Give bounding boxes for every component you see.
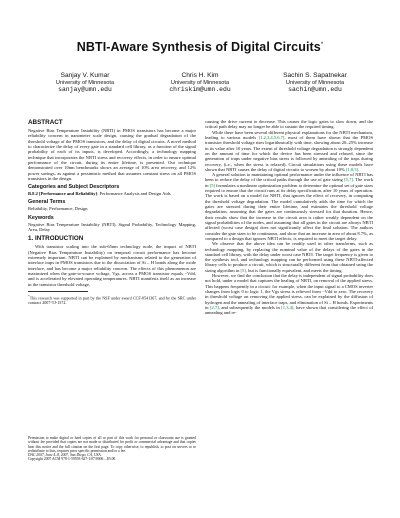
citation-link[interactable]: [1,2,3,4,5,6,7] xyxy=(258,134,285,140)
footnote xyxy=(28,294,196,306)
paragraph-2 xyxy=(205,130,373,173)
paragraph-3 xyxy=(205,172,373,241)
text-run: formulates a nonlinear optimization problem to determine the optimal set of gate sizes required to ensure that the circuit runs at its delay specification, after 10 years of operation. The work is based on a model for NBTI, that ignores the effect of recovery, in computing the threshold voltage degradation. The model cumulatively adds the time for which the gates are stressed during their entire lifetime, and estimates the threshold voltage degradation, assuming that the gates are continuously stressed for that duration. Hence, their results show that the increase in the circuit area is rather weakly dependent on the signal probabilities of the nodes, and assuming that all gates in the circuit are always NBTI affected (worst case design) does not significantly affect the final solution. The authors consider the gate sizes to be continuous, and show that an increase in area of about 8.7%, as compared to a design that ignores NBTI effects, is required to meet the target delay. xyxy=(205,182,373,241)
text-run: We observe that the above idea can be readily used in other transforms, such as technology mapping, by replacing the nominal value of the delays of the gates in the standard cell library, with the delay under worst case NBTI. The target frequency is given to the synthesis tool, and technology mapping can be performed using these NBTI-affected library cells to produce a circuit, which is structurally different from that obtained using the sizing algorithm in xyxy=(205,241,373,273)
permission-venue: DAC 2007, June 4–8, 2007, San Diego, CA, USA. xyxy=(28,453,102,458)
text-run: , and subsequently the models in xyxy=(218,304,282,310)
citation-link[interactable]: [2,7] xyxy=(210,304,219,310)
text-run: . xyxy=(358,166,360,172)
permission-text: Permission to make digital or hard copies of all or part of this work for personal or classroom use is granted without fee provided that copies are not made or distributed for profit or commercial advantage and that copies bear this notice and the full citation on the first page. To copy otherwise, to republish, to post on servers or to redistribute to lists, requires prior specific permission and/or a fee. xyxy=(28,436,196,453)
author-email: chriskim@umn.edu xyxy=(169,86,231,93)
general-terms-heading: General Terms xyxy=(28,199,66,206)
permission-copyright: Copyright 2007 ACM 978-1-59593-627-1/07/0006 ...$5.00. xyxy=(28,457,117,462)
author-block xyxy=(30,72,370,93)
author-name: Chris H. Kim xyxy=(181,72,219,79)
paragraph-1: causing the drive current to decrease. This causes the logic gates to slow down, and the critical path delay may no longer be able to sustain the required timing. xyxy=(205,119,373,130)
abstract-text: Negative Bias Temperature Instability (NBTI) in PMOS transistors has become a major reliability concern in nanometer scale design, causing the gradual degradation of the threshold voltage of the PMOS transistors, and the delay of digital circuits. A novel method to characterize the delay of every gate in a standard cell library, as a function of the signal probability of each of its inputs, is developed. Accordingly, a technology mapping technique that incorporates the NBTI stress and recovery effects, in order to ensure optimal performance of the circuit, during its entire lifetime, is presented. Our technique demonstrated over 10nm benchmarks shows an average of 10% area recovery, and 12% power savings, as against a pessimistic method that assumes constant stress on all PMOS transistors in the design. xyxy=(28,128,196,181)
paragraph-5 xyxy=(205,273,373,316)
citation-link[interactable]: [5,7] xyxy=(344,177,353,183)
general-terms-text: Reliability, Performance, Design xyxy=(28,206,88,212)
categories-heading: Categories and Subject Descriptors xyxy=(28,184,120,191)
permission-notice xyxy=(28,436,196,462)
introduction-heading: 1. INTRODUCTION xyxy=(28,235,84,243)
title-footnote-mark: * xyxy=(320,41,324,48)
author-name: Sachin S. Sapatnekar xyxy=(283,72,347,79)
text-run: . The work in xyxy=(205,177,373,188)
author-email: sanjay@umn.edu xyxy=(58,86,112,93)
author-1 xyxy=(30,72,140,93)
text-run: However, we find the conclusion that the delay is independent of signal probability does not hold, under a model that captures the healing of NBTI, on removal of the applied stress. This happens frequently in a circuit: for example, when the input signal to a CMOS inverter changes from logic 0 to logic 1, the Vgs stress is relieved from −Vdd to zero. The recovery in threshold voltage on removing the applied stress, can be explained by the diffusion of hydrogen and the annealing of interface traps, and elimination of Si – H bonds. Experiments in xyxy=(205,273,373,310)
author-3 xyxy=(260,72,370,93)
footnote-text: This research was supported in part by the NSF under award CCF-0541367, and by the SRC under contract 2007-TJ-1572. xyxy=(28,295,196,306)
text-run: , most of them have shown that the PMOS transistor threshold voltage rises logarithmically with time, showing about 20–25% increase in its value after 10 years. The extent of threshold voltage degradation is strongly dependent on the amount of time for which the device has been stressed and relaxed, since the generation of traps under negative bias stress is followed by annealing of the traps during recovery, (i.e., when the stress is relaxed). Circuit simulations using these models have shown that NBTI causes the delay of digital circuits to worsen by about 10% xyxy=(205,134,373,172)
author-2 xyxy=(145,72,255,93)
author-email: sachin@umn.edu xyxy=(288,86,342,93)
citation-link[interactable]: [5] xyxy=(240,267,246,273)
keywords-heading: Keywords xyxy=(28,214,54,221)
text-run: , but is functionally equivalent, and meets the timing. xyxy=(245,267,343,273)
right-column xyxy=(205,119,373,316)
citation-link[interactable]: [1,8,5] xyxy=(345,166,359,172)
text-run: While there have been several different physical explanations for the NBTI mechanism, leading to various models xyxy=(205,129,373,140)
categories-rest: : Performance Analysis and Design Aids xyxy=(97,191,171,197)
author-affiliation: University of Minnesota xyxy=(170,79,230,86)
text-run: A general solution to maintaining optimal performance under the influence of NBTI has been to reduce the delay of the critical paths through the use of gate sizing xyxy=(205,172,373,183)
author-name: Sanjay V. Kumar xyxy=(60,72,110,79)
abstract-heading: ABSTRACT xyxy=(28,119,63,126)
paragraph-4 xyxy=(205,241,373,273)
categories-bold: B.8.2 [Performance and Reliability] xyxy=(28,191,98,197)
citation-link[interactable]: [5] xyxy=(209,182,215,188)
left-column xyxy=(28,119,196,306)
introduction-text: With transistor scaling into the sub-65nm technology node, the impact of NBTI (Negative Bias Temperature Instability) on temporal circuit performance has become extremely important. NBTI can be explained by mechanisms related to the generation of interface traps in PMOS transistors due to the dissociation of Si – H bonds along the oxide interface, and has become a major reliability concern. The effects of this phenomenon are maximized when the gate-to-source voltage, Vgs, across a PMOS transistor equals −Vdd, and is accelerated by elevated operating temperatures. NBTI manifests itself as an increase in the transistor threshold voltage, xyxy=(28,244,196,287)
text-run: , have shown that considering the effect of annealing and re- xyxy=(205,304,373,316)
author-affiliation: University of Minnesota xyxy=(55,79,115,86)
author-affiliation: University of Minnesota xyxy=(285,79,345,86)
citation-link[interactable]: [1,3,4] xyxy=(281,304,294,310)
footnote-mark: * xyxy=(28,293,30,298)
paper-title xyxy=(0,40,400,54)
categories-text xyxy=(28,191,196,196)
keywords-text: Negative Bias Temperature Instability (NBTI), Signal Probability, Technology Mapping, Area, Delay xyxy=(28,221,196,233)
footnote-rule xyxy=(28,291,88,292)
title-text: NBTI-Aware Synthesis of Digital Circuits xyxy=(76,40,321,54)
